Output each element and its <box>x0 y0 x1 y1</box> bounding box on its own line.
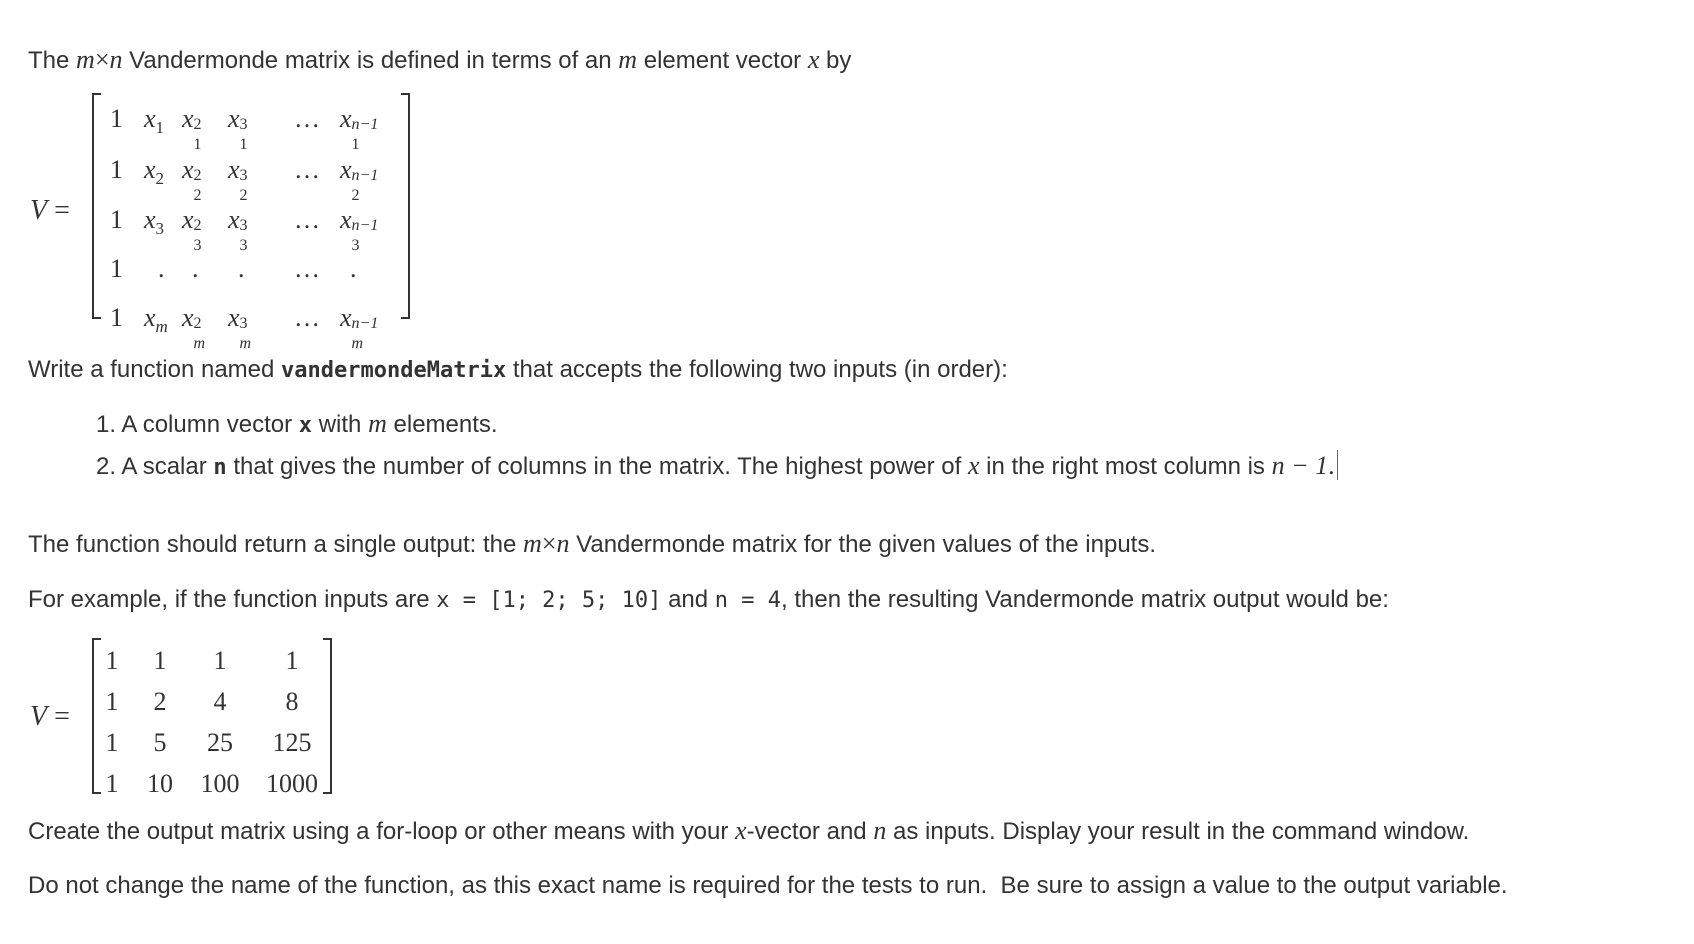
matrix-cell: x 3 1 <box>228 104 248 153</box>
matrix-cell: … <box>294 155 320 184</box>
matrix-cell: . <box>158 254 165 283</box>
matrix-cell: 125 <box>272 728 312 757</box>
matrix-cell: … <box>294 254 320 283</box>
function-description: Write a function named vandermondeMatrix that accepts the following two inputs (in order): <box>28 356 1008 383</box>
matrix-cell: 4 <box>213 687 227 716</box>
matrix-cell: . <box>350 254 357 283</box>
matrix-cell: 5 <box>153 728 167 757</box>
var-m: m <box>76 45 95 74</box>
matrix-cell: 1 <box>105 646 119 675</box>
matrix-cell: 1 <box>110 254 123 283</box>
matrix-cell: . <box>192 254 199 283</box>
var-x: x <box>807 45 820 74</box>
matrix-cell: 1 <box>213 646 227 675</box>
matrix-cell: 1 <box>105 728 119 757</box>
matrix-cell: x 2 1 <box>182 104 202 153</box>
matrix-cell: x 2 2 <box>182 155 202 204</box>
matrix-cell: x 2 3 <box>182 205 202 254</box>
matrix-cell: $x_2$ <box>144 155 165 189</box>
matrix-cell: x n−1 2 <box>340 155 379 204</box>
example-n-code: n = 4 <box>714 588 782 613</box>
example-x-code: x = [1; 2; 5; 10] <box>436 588 662 613</box>
return-description: The function should return a single output: the m×n Vandermonde matrix for the given values of the inputs. <box>28 529 1157 558</box>
matrix-cell: x n−1 3 <box>340 205 379 254</box>
list-item: 1. A column vector x with m elements. <box>96 409 498 438</box>
matrix-cell: x 3 2 <box>228 155 248 204</box>
matrix-cell: x n−1 1 <box>340 104 379 153</box>
matrix-cell: x n−1 m <box>340 303 379 352</box>
matrix-cell: … <box>294 303 320 332</box>
create-description: Create the output matrix using a for-loop or other means with your x-vector and n as inputs. Display your result in the command window. <box>28 816 1470 845</box>
matrix-cell: $x_m$ <box>144 303 168 337</box>
var-n: n <box>109 45 123 74</box>
matrix-cell: x 2 m <box>182 303 206 352</box>
matrix-cell: … <box>294 104 320 133</box>
matrix-cell: 1000 <box>266 769 318 798</box>
matrix-cell: 2 <box>153 687 167 716</box>
matrix-cell: 1 <box>110 104 123 133</box>
matrix-cell: 1 <box>110 155 123 184</box>
matrix-cell: x 3 m <box>228 303 252 352</box>
matrix-cell: $x_1$ <box>144 104 165 138</box>
matrix-cell: 1 <box>105 769 119 798</box>
matrix-example-label: V = <box>30 701 70 732</box>
matrix-cell: . <box>238 254 245 283</box>
text-cursor <box>1337 450 1338 480</box>
matrix-cell: 100 <box>200 769 240 798</box>
matrix-cell: 1 <box>153 646 167 675</box>
note-description: Do not change the name of the function, as this exact name is required for the tests to run. Be sure to assign a value to the output variable. <box>28 872 1508 899</box>
inputs-list <box>96 408 1338 482</box>
matrix-cell: $x_3$ <box>144 205 165 239</box>
intro-paragraph: The m×n Vandermonde matrix is defined in terms of an m element vector x by <box>28 45 852 74</box>
list-item: 2. A scalar n that gives the number of columns in the matrix. The highest power of x in the right most column is n − 1. <box>96 450 1338 482</box>
matrix-cell: 8 <box>285 687 299 716</box>
matrix-cell: 1 <box>285 646 299 675</box>
matrix-cell: 1 <box>110 205 123 234</box>
matrix-cell: 25 <box>207 728 233 757</box>
matrix-cell: 1 <box>110 303 123 332</box>
matrix-cell: 10 <box>147 769 173 798</box>
matrix-general-label: V = <box>30 195 70 226</box>
example-description: For example, if the function inputs are x = [1; 2; 5; 10] and n = 4, then the resulting Vandermonde matrix output would be: <box>28 586 1389 613</box>
matrix-cell: x 3 3 <box>228 205 248 254</box>
matrix-cell: … <box>294 205 320 234</box>
var-m: m <box>618 45 638 74</box>
function-name: vandermondeMatrix <box>281 358 507 383</box>
matrix-cell: 1 <box>105 687 119 716</box>
